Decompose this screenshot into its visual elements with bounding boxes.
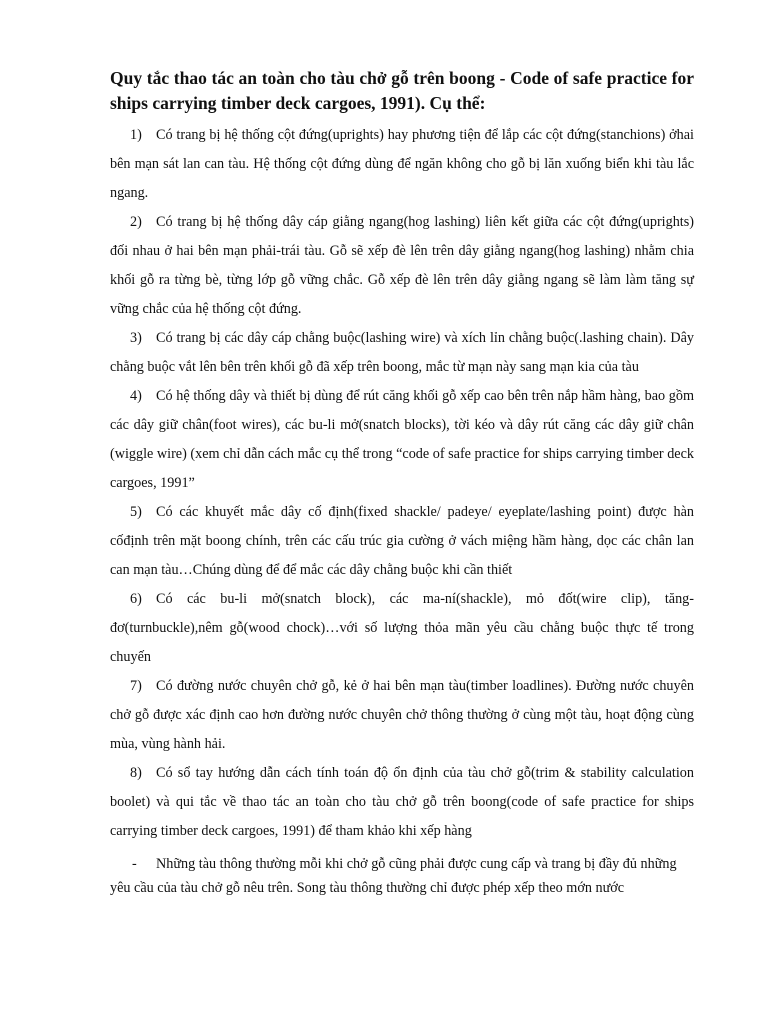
- list-item: [110, 121, 694, 208]
- section-heading: Quy tắc thao tác an toàn cho tàu chở gỗ trên boong - Code of safe practice for ships carrying timber deck cargoes, 1991). Cụ thể:: [110, 68, 694, 113]
- list-number: 7): [130, 678, 142, 694]
- list-item-text: Có sổ tay hướng dẫn cách tính toán độ ổn định của tàu chở gỗ(trim & stability calculation boolet) và qui tắc về thao tác an toàn cho tàu chở gỗ trên boong(code of safe practice for ships carrying timber deck cargoes, 1991) để tham khảo khi xếp hàng: [110, 765, 694, 839]
- list-item-text: Có các bu-li mở(snatch block), các ma-ní(shackle), mỏ đốt(wire clip), tăng-đơ(turnbuckle),nêm gỗ(wood chock)…với số lượng thỏa mãn yêu cầu chằng buộc thực tế trong chuyến: [110, 591, 694, 665]
- list-item-text: Có trang bị hệ thống cột đứng(uprights) hay phương tiện để lắp các cột đứng(stanchions) ởhai bên mạn sát lan can tàu. Hệ thống cột đứng dùng để ngăn không cho gỗ bị lăn xuống biển khi tàu lắc ngang.: [110, 127, 694, 201]
- list-number: 4): [130, 388, 142, 404]
- list-number: 6): [130, 591, 142, 607]
- list-item: [110, 382, 694, 498]
- continuation-text: yêu cầu của tàu chở gỗ nêu trên. Song tàu thông thường chỉ được phép xếp theo mớn nước: [110, 880, 625, 896]
- list-item: [110, 672, 694, 759]
- list-item-text: Có trang bị các dây cáp chằng buộc(lashing wire) và xích lỉn chằng buộc(.lashing chain). Dây chằng buộc vắt lên bên trên khối gỗ đã xếp trên boong, mắc từ mạn này sang mạn kia của tàu: [110, 330, 694, 375]
- list-item: [110, 324, 694, 382]
- list-number: 2): [130, 214, 142, 230]
- document-body: [110, 66, 694, 903]
- list-item-text: Có các khuyết mắc dây cố định(fixed shackle/ padeye/ eyeplate/lashing point) được hàn cốđịnh trên mặt boong chính, trên các cấu trúc gia cường ở vách miệng hầm hàng, dọc các chân lan can mạn tàu…Chúng dùng để để mắc các dây chằng buộc khi cần thiết: [110, 504, 694, 578]
- dash-bullet: -: [132, 856, 137, 872]
- list-item-text: Có trang bị hệ thống dây cáp giằng ngang(hog lashing) liên kết giữa các cột đứng(uprights) đối nhau ở hai bên mạn phải-trái tàu. Gỗ sẽ xếp đè lên trên dây giằng ngang(hog lashing) nhằm chia khối gỗ ra từng bè, từng lớp gỗ vững chắc. Gỗ xếp đè lên trên dây giằng ngang sẽ làm làm tăng sự vững chắc của hệ thống cột đứng.: [110, 214, 694, 317]
- list-number: 3): [130, 330, 142, 346]
- list-item: [110, 759, 694, 846]
- dash-list-item: [110, 854, 694, 874]
- list-number: 1): [130, 127, 142, 143]
- list-item: [110, 208, 694, 324]
- list-number: 8): [130, 765, 142, 781]
- list-item: [110, 585, 694, 672]
- list-item-text: Có hệ thống dây và thiết bị dùng để rút căng khối gỗ xếp cao bên trên nắp hầm hàng, bao gồm các dây giữ chân(foot wires), các bu-li mở(snatch blocks), tời kéo và dây rút căng các dây giữ chân (wiggle wire) (xem chỉ dẫn cách mắc cụ thể trong “code of safe practice for ships carrying timber deck cargoes, 1991”: [110, 388, 694, 491]
- list-item: [110, 498, 694, 585]
- dash-item-text: Những tàu thông thường mỗi khi chở gỗ cũng phải được cung cấp và trang bị đầy đủ những: [156, 856, 677, 872]
- list-item-text: Có đường nước chuyên chở gỗ, kẻ ở hai bên mạn tàu(timber loadlines). Đường nước chuyên chở gỗ được xác định cao hơn đường nước chuyên chở thông thường ở cùng một tàu, hoạt động cùng mùa, vùng hành hải.: [110, 678, 694, 752]
- list-number: 5): [130, 504, 142, 520]
